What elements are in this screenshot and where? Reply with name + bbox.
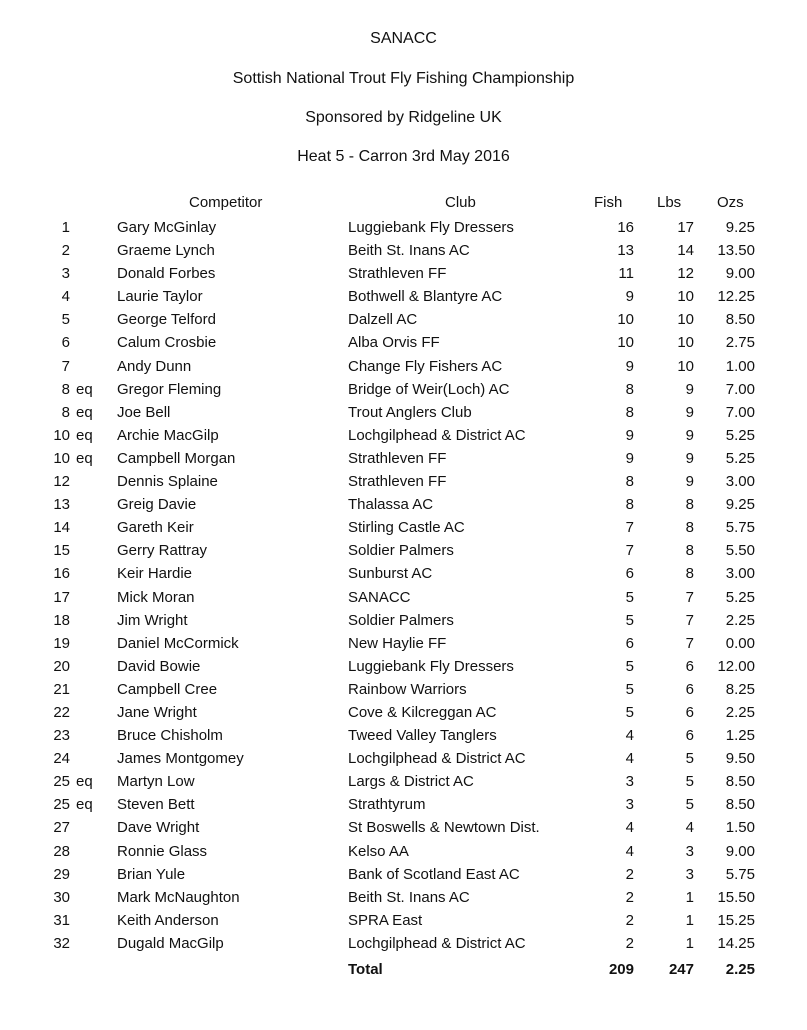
club-name: Thalassa AC	[348, 496, 434, 514]
position-cell: 5	[61, 311, 70, 329]
club-name: Cove & Kilcreggan AC	[348, 703, 497, 721]
position-cell: 20	[53, 657, 70, 675]
fish-count: 4	[625, 842, 634, 860]
fish-count: 13	[617, 242, 634, 260]
competitor-name: Ronnie Glass	[117, 842, 208, 860]
competitor-name: James Montgomey	[117, 750, 244, 768]
position-cell: 3	[61, 265, 70, 283]
weight-lbs: 8	[685, 565, 694, 583]
weight-lbs: 5	[685, 773, 694, 791]
weight-ozs: 15.50	[717, 888, 755, 906]
fish-count: 6	[625, 634, 634, 652]
weight-lbs: 9	[685, 426, 694, 444]
position-cell: 6	[61, 334, 70, 352]
position-cell: 28	[53, 842, 70, 860]
competitor-name: Bruce Chisholm	[117, 727, 223, 745]
weight-lbs: 10	[677, 334, 694, 352]
club-name: Strathleven FF	[348, 449, 447, 467]
fish-count: 11	[618, 265, 634, 283]
position-cell: 22	[53, 703, 70, 721]
weight-lbs: 14	[677, 242, 694, 260]
weight-ozs: 1.00	[725, 357, 755, 375]
fish-count: 7	[625, 519, 634, 537]
weight-lbs: 12	[677, 265, 694, 283]
fish-count: 9	[625, 357, 634, 375]
table-row	[0, 655, 807, 678]
total-label: Total	[348, 961, 383, 978]
equal-marker: eq	[76, 449, 93, 467]
table-row	[0, 586, 807, 609]
heat-line: Heat 5 - Carron 3rd May 2016	[297, 148, 510, 165]
table-row	[0, 678, 807, 701]
competitor-name: Jim Wright	[117, 611, 188, 629]
position-cell: 10	[53, 426, 70, 444]
position-cell: 1	[61, 219, 70, 236]
table-row	[0, 609, 807, 632]
fish-count: 8	[625, 403, 634, 421]
weight-ozs: 1.25	[725, 727, 755, 745]
col-header-ozs: Ozs	[717, 194, 744, 211]
competitor-name: Archie MacGilp	[117, 426, 219, 444]
weight-ozs: 13.50	[717, 242, 755, 260]
weight-lbs: 1	[685, 934, 694, 952]
fish-count: 4	[625, 819, 634, 837]
weight-lbs: 9	[685, 403, 694, 421]
competitor-name: Martyn Low	[117, 773, 195, 791]
equal-marker: eq	[76, 796, 93, 814]
position-cell: 2	[61, 242, 70, 260]
position-cell: 24	[53, 750, 70, 768]
club-name: Luggiebank Fly Dressers	[348, 219, 514, 236]
table-row	[0, 724, 807, 747]
competitor-name: Mick Moran	[117, 588, 195, 606]
weight-ozs: 1.50	[725, 819, 755, 837]
weight-ozs: 5.25	[725, 588, 755, 606]
competitor-name: David Bowie	[117, 657, 201, 675]
club-name: Dalzell AC	[348, 311, 418, 329]
equal-marker: eq	[76, 773, 93, 791]
weight-lbs: 6	[685, 680, 694, 698]
weight-lbs: 7	[685, 634, 694, 652]
position-cell: 10	[53, 449, 70, 467]
weight-lbs: 10	[677, 357, 694, 375]
table-row	[0, 239, 807, 262]
weight-ozs: 12.00	[717, 657, 755, 675]
weight-ozs: 3.00	[725, 565, 755, 583]
position-cell: 32	[53, 934, 70, 952]
club-name: Stirling Castle AC	[348, 519, 465, 537]
club-name: Bothwell & Blantyre AC	[348, 288, 503, 306]
weight-lbs: 5	[685, 796, 694, 814]
club-name: Largs & District AC	[348, 773, 474, 791]
weight-ozs: 0.00	[725, 634, 755, 652]
weight-lbs: 9	[685, 380, 694, 398]
competitor-name: Gregor Fleming	[117, 380, 222, 398]
fish-count: 8	[625, 380, 634, 398]
competitor-name: Greig Davie	[117, 496, 197, 514]
competitor-name: Daniel McCormick	[117, 634, 239, 652]
weight-ozs: 9.00	[725, 265, 755, 283]
table-row	[0, 770, 807, 793]
weight-lbs: 6	[685, 657, 694, 675]
competitor-name: Jane Wright	[117, 703, 197, 721]
weight-lbs: 17	[677, 219, 694, 236]
competitor-name: Graeme Lynch	[117, 242, 215, 260]
position-cell: 8	[61, 403, 70, 421]
table-row	[0, 447, 807, 470]
fish-count: 7	[625, 542, 634, 560]
fish-count: 8	[625, 473, 634, 491]
table-row	[0, 378, 807, 401]
fish-count: 2	[625, 865, 634, 883]
fish-count: 2	[625, 888, 634, 906]
total-fish: 209	[608, 961, 634, 978]
competitor-name: Brian Yule	[117, 865, 186, 883]
weight-ozs: 2.25	[725, 611, 755, 629]
club-name: Strathleven FF	[348, 473, 447, 491]
weight-lbs: 8	[685, 519, 694, 537]
competitor-name: Dennis Splaine	[117, 473, 218, 491]
table-row	[0, 539, 807, 562]
total-lbs: 247	[668, 961, 694, 978]
table-row	[0, 886, 807, 909]
position-cell: 19	[53, 634, 70, 652]
competitor-name: Keith Anderson	[117, 911, 219, 929]
weight-lbs: 3	[685, 842, 694, 860]
competitor-name: Laurie Taylor	[117, 288, 203, 306]
fish-count: 3	[625, 796, 634, 814]
competitor-name: Gerry Rattray	[117, 542, 208, 560]
weight-ozs: 9.00	[725, 842, 755, 860]
fish-count: 4	[625, 750, 634, 768]
weight-ozs: 2.25	[725, 703, 755, 721]
position-cell: 29	[53, 865, 70, 883]
table-row	[0, 632, 807, 655]
position-cell: 25	[53, 796, 70, 814]
table-row	[0, 562, 807, 585]
fish-count: 5	[625, 680, 634, 698]
fish-count: 5	[625, 611, 634, 629]
weight-lbs: 10	[677, 288, 694, 306]
weight-lbs: 8	[685, 542, 694, 560]
total-ozs: 2.25	[725, 961, 755, 978]
weight-lbs: 5	[685, 750, 694, 768]
club-name: New Haylie FF	[348, 634, 447, 652]
competitor-name: Joe Bell	[117, 403, 171, 421]
weight-lbs: 9	[685, 449, 694, 467]
weight-ozs: 5.25	[725, 426, 755, 444]
weight-ozs: 7.00	[725, 380, 755, 398]
weight-ozs: 9.50	[725, 750, 755, 768]
championship-title: Sottish National Trout Fly Fishing Championship	[232, 70, 575, 87]
club-name: Sunburst AC	[348, 565, 433, 583]
sponsor-line: Sponsored by Ridgeline UK	[305, 109, 502, 126]
club-name: Beith St. Inans AC	[348, 242, 470, 260]
equal-marker: eq	[76, 426, 93, 444]
club-name: Luggiebank Fly Dressers	[348, 657, 514, 675]
weight-ozs: 3.00	[725, 473, 755, 491]
table-row	[0, 840, 807, 863]
weight-lbs: 8	[685, 496, 694, 514]
weight-lbs: 6	[685, 727, 694, 745]
club-name: St Boswells & Newtown Dist.	[348, 819, 540, 837]
position-cell: 18	[53, 611, 70, 629]
club-name: Lochgilphead & District AC	[348, 750, 526, 768]
position-cell: 14	[53, 519, 70, 537]
fish-count: 8	[625, 496, 634, 514]
table-row	[0, 470, 807, 493]
table-row	[0, 701, 807, 724]
weight-ozs: 8.50	[725, 773, 755, 791]
position-cell: 23	[53, 727, 70, 745]
weight-ozs: 2.75	[725, 334, 755, 352]
table-row	[0, 216, 807, 239]
weight-ozs: 15.25	[717, 911, 755, 929]
club-name: Tweed Valley Tanglers	[348, 727, 497, 745]
club-name: Bank of Scotland East AC	[348, 865, 520, 883]
weight-ozs: 9.25	[725, 219, 755, 236]
table-row	[0, 932, 807, 955]
weight-lbs: 3	[685, 865, 694, 883]
competitor-name: Gareth Keir	[117, 519, 194, 537]
weight-ozs: 5.75	[725, 865, 755, 883]
fish-count: 10	[617, 311, 634, 329]
weight-lbs: 7	[685, 611, 694, 629]
position-cell: 15	[53, 542, 70, 560]
position-cell: 25	[53, 773, 70, 791]
competitor-name: Donald Forbes	[117, 265, 216, 283]
club-name: Lochgilphead & District AC	[348, 934, 526, 952]
weight-ozs: 8.25	[725, 680, 755, 698]
table-row	[0, 355, 807, 378]
position-cell: 17	[53, 588, 70, 606]
competitor-name: Campbell Cree	[117, 680, 218, 698]
position-cell: 16	[53, 565, 70, 583]
competitor-name: Steven Bett	[117, 796, 195, 814]
fish-count: 9	[625, 426, 634, 444]
table-row	[0, 516, 807, 539]
equal-marker: eq	[76, 380, 93, 398]
club-name: Rainbow Warriors	[348, 680, 467, 698]
fish-count: 5	[625, 588, 634, 606]
results-table	[0, 216, 807, 955]
weight-ozs: 9.25	[725, 496, 755, 514]
col-header-competitor: Competitor	[189, 194, 263, 211]
org-title: SANACC	[370, 30, 437, 47]
fish-count: 6	[625, 565, 634, 583]
club-name: SPRA East	[348, 911, 423, 929]
competitor-name: Campbell Morgan	[117, 449, 236, 467]
position-cell: 31	[53, 911, 70, 929]
weight-lbs: 4	[685, 819, 694, 837]
fish-count: 2	[625, 934, 634, 952]
weight-lbs: 1	[685, 911, 694, 929]
club-name: SANACC	[348, 588, 411, 606]
position-cell: 4	[61, 288, 70, 306]
club-name: Beith St. Inans AC	[348, 888, 470, 906]
col-header-club: Club	[445, 194, 476, 211]
weight-lbs: 6	[685, 703, 694, 721]
weight-lbs: 7	[685, 588, 694, 606]
table-row	[0, 816, 807, 839]
competitor-name: Andy Dunn	[117, 357, 192, 375]
table-row	[0, 909, 807, 932]
club-name: Alba Orvis FF	[348, 334, 440, 352]
weight-lbs: 1	[685, 888, 694, 906]
fish-count: 9	[625, 288, 634, 306]
weight-lbs: 9	[685, 473, 694, 491]
col-header-lbs: Lbs	[657, 194, 682, 211]
table-row	[0, 308, 807, 331]
table-row	[0, 493, 807, 516]
position-cell: 13	[53, 496, 70, 514]
table-row	[0, 401, 807, 424]
equal-marker: eq	[76, 403, 93, 421]
competitor-name: Gary McGinlay	[117, 219, 217, 236]
club-name: Bridge of Weir(Loch) AC	[348, 380, 510, 398]
table-row	[0, 747, 807, 770]
competitor-name: Mark McNaughton	[117, 888, 240, 906]
table-row	[0, 793, 807, 816]
club-name: Strathtyrum	[348, 796, 426, 814]
table-row	[0, 262, 807, 285]
weight-ozs: 5.25	[725, 449, 755, 467]
fish-count: 2	[625, 911, 634, 929]
weight-ozs: 5.50	[725, 542, 755, 560]
club-name: Strathleven FF	[348, 265, 447, 283]
fish-count: 5	[625, 657, 634, 675]
table-row	[0, 424, 807, 447]
weight-lbs: 10	[677, 311, 694, 329]
fish-count: 5	[625, 703, 634, 721]
table-row	[0, 331, 807, 354]
fish-count: 3	[625, 773, 634, 791]
competitor-name: Calum Crosbie	[117, 334, 217, 352]
position-cell: 21	[53, 680, 70, 698]
position-cell: 8	[61, 380, 70, 398]
club-name: Trout Anglers Club	[348, 403, 472, 421]
weight-ozs: 8.50	[725, 796, 755, 814]
fish-count: 10	[617, 334, 634, 352]
weight-ozs: 12.25	[717, 288, 755, 306]
position-cell: 27	[53, 819, 70, 837]
col-header-fish: Fish	[594, 194, 623, 211]
club-name: Kelso AA	[348, 842, 409, 860]
position-cell: 7	[61, 357, 70, 375]
competitor-name: George Telford	[117, 311, 216, 329]
position-cell: 30	[53, 888, 70, 906]
competitor-name: Dugald MacGilp	[117, 934, 224, 952]
fish-count: 4	[625, 727, 634, 745]
club-name: Soldier Palmers	[348, 542, 454, 560]
weight-ozs: 8.50	[725, 311, 755, 329]
competitor-name: Keir Hardie	[117, 565, 193, 583]
position-cell: 12	[53, 473, 70, 491]
table-row	[0, 863, 807, 886]
club-name: Soldier Palmers	[348, 611, 454, 629]
weight-ozs: 14.25	[717, 934, 755, 952]
fish-count: 9	[625, 449, 634, 467]
club-name: Change Fly Fishers AC	[348, 357, 503, 375]
table-row	[0, 285, 807, 308]
fish-count: 16	[617, 219, 634, 236]
weight-ozs: 7.00	[725, 403, 755, 421]
weight-ozs: 5.75	[725, 519, 755, 537]
club-name: Lochgilphead & District AC	[348, 426, 526, 444]
competitor-name: Dave Wright	[117, 819, 200, 837]
